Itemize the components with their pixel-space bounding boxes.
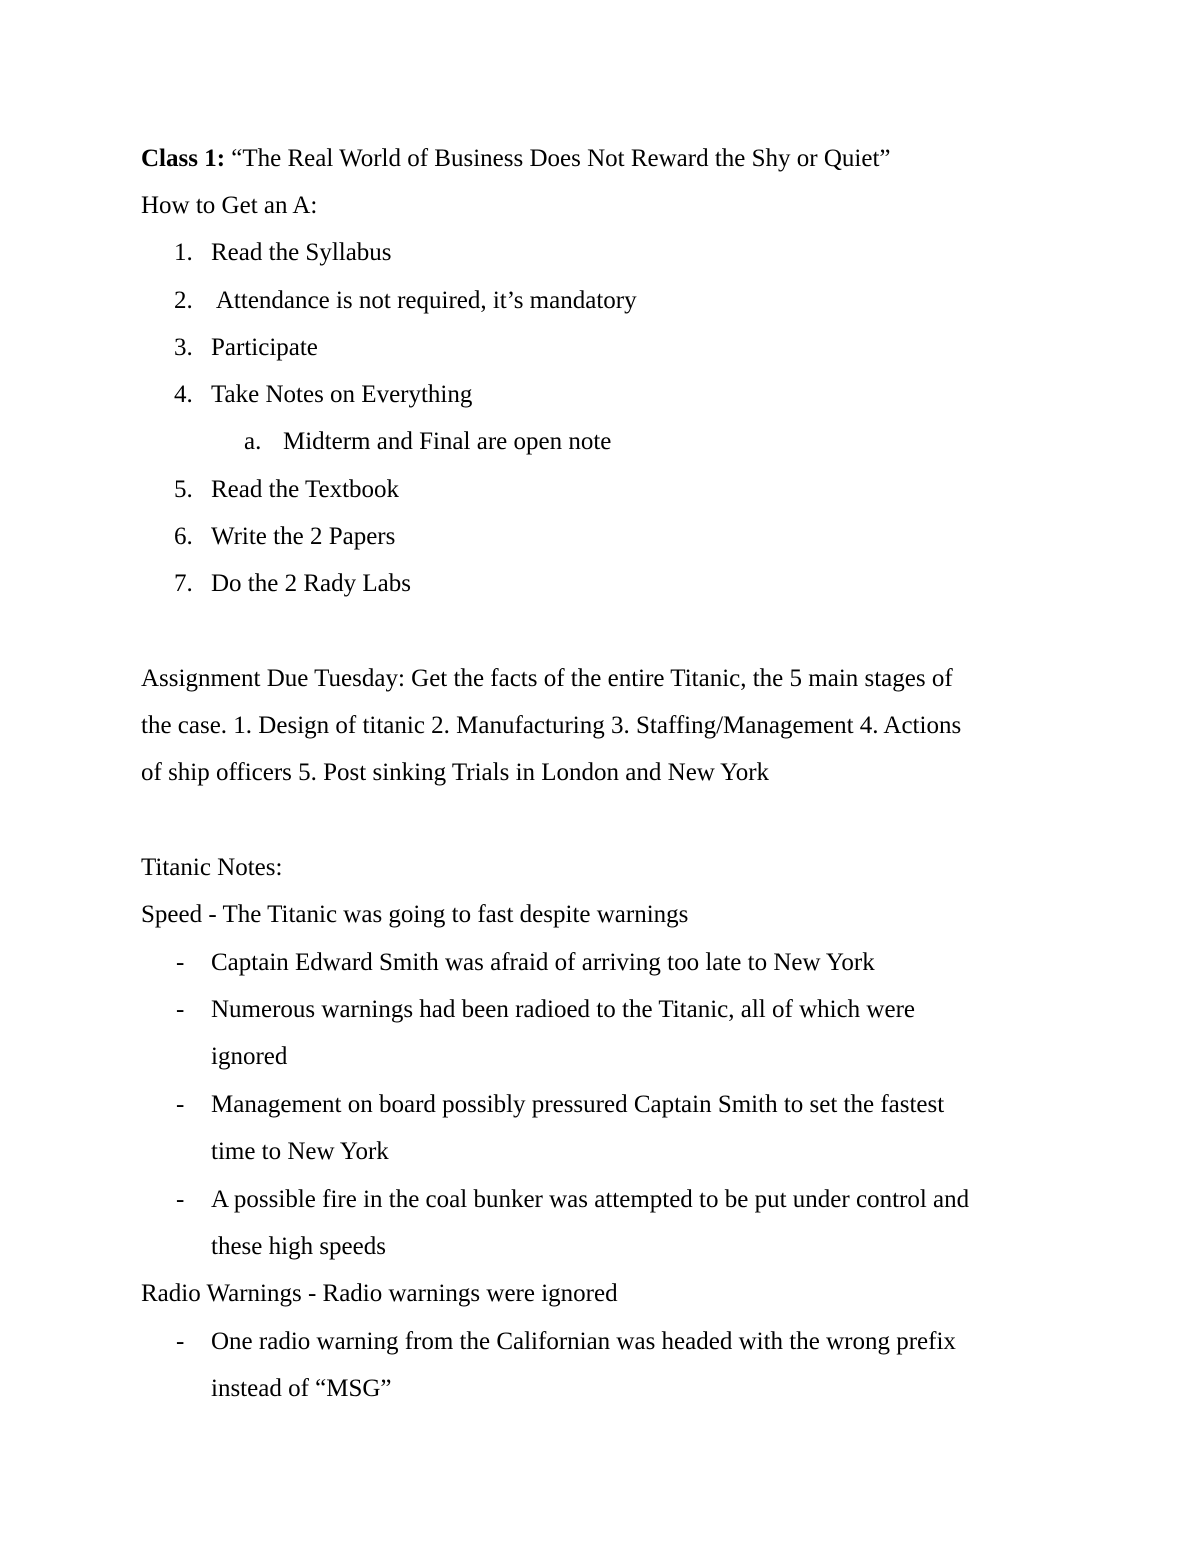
list-item: Take Notes on Everything [211, 381, 473, 408]
list-item: Read the Textbook [211, 476, 400, 503]
list-item-marker: 3. [174, 334, 193, 361]
assignment-line: the case. 1. Design of titanic 2. Manufacturing 3. Staffing/Management 4. Actions [141, 712, 962, 739]
assignment-line: of ship officers 5. Post sinking Trials in London and New York [141, 759, 770, 786]
bullet-dash: - [176, 1091, 185, 1118]
list-item-marker: 2. [174, 287, 193, 314]
how-to-heading: How to Get an A: [141, 192, 318, 219]
radio-heading: Radio Warnings - Radio warnings were ignored [141, 1280, 618, 1307]
list-item: Read the Syllabus [211, 239, 392, 266]
bullet-text-continued: instead of “MSG” [211, 1375, 392, 1402]
list-item-marker: 4. [174, 381, 193, 408]
list-item: Write the 2 Papers [211, 523, 396, 550]
list-item-marker: 5. [174, 476, 193, 503]
bullet-text: Captain Edward Smith was afraid of arriving too late to New York [211, 949, 875, 976]
bullet-text: A possible fire in the coal bunker was attempted to be put under control and [211, 1186, 970, 1213]
bullet-dash: - [176, 949, 185, 976]
sub-item-marker: a. [244, 428, 262, 455]
bullet-text-continued: time to New York [211, 1138, 389, 1165]
bullet-text-continued: these high speeds [211, 1233, 386, 1260]
bullet-text: One radio warning from the Californian was headed with the wrong prefix [211, 1328, 956, 1355]
list-item: Participate [211, 334, 318, 361]
assignment-line: Assignment Due Tuesday: Get the facts of the entire Titanic, the 5 main stages of [141, 665, 953, 692]
bullet-dash: - [176, 1328, 185, 1355]
class-heading [141, 144, 891, 174]
bullet-dash: - [176, 1186, 185, 1213]
speed-heading: Speed - The Titanic was going to fast despite warnings [141, 901, 689, 928]
list-item-marker: 1. [174, 239, 193, 266]
bullet-text: Management on board possibly pressured Captain Smith to set the fastest [211, 1091, 945, 1118]
notes-heading: Titanic Notes: [141, 854, 283, 881]
list-item: Do the 2 Rady Labs [211, 570, 411, 597]
list-item: Attendance is not required, it’s mandatory [211, 287, 637, 314]
class-label: Class 1: [141, 145, 226, 172]
bullet-dash: - [176, 996, 185, 1023]
bullet-text: Numerous warnings had been radioed to the Titanic, all of which were [211, 996, 915, 1023]
class-title: “The Real World of Business Does Not Reward the Shy or Quiet” [231, 145, 891, 172]
sub-list-item: Midterm and Final are open note [283, 428, 612, 455]
list-item-marker: 6. [174, 523, 193, 550]
list-item-marker: 7. [174, 570, 193, 597]
bullet-text-continued: ignored [211, 1043, 288, 1070]
